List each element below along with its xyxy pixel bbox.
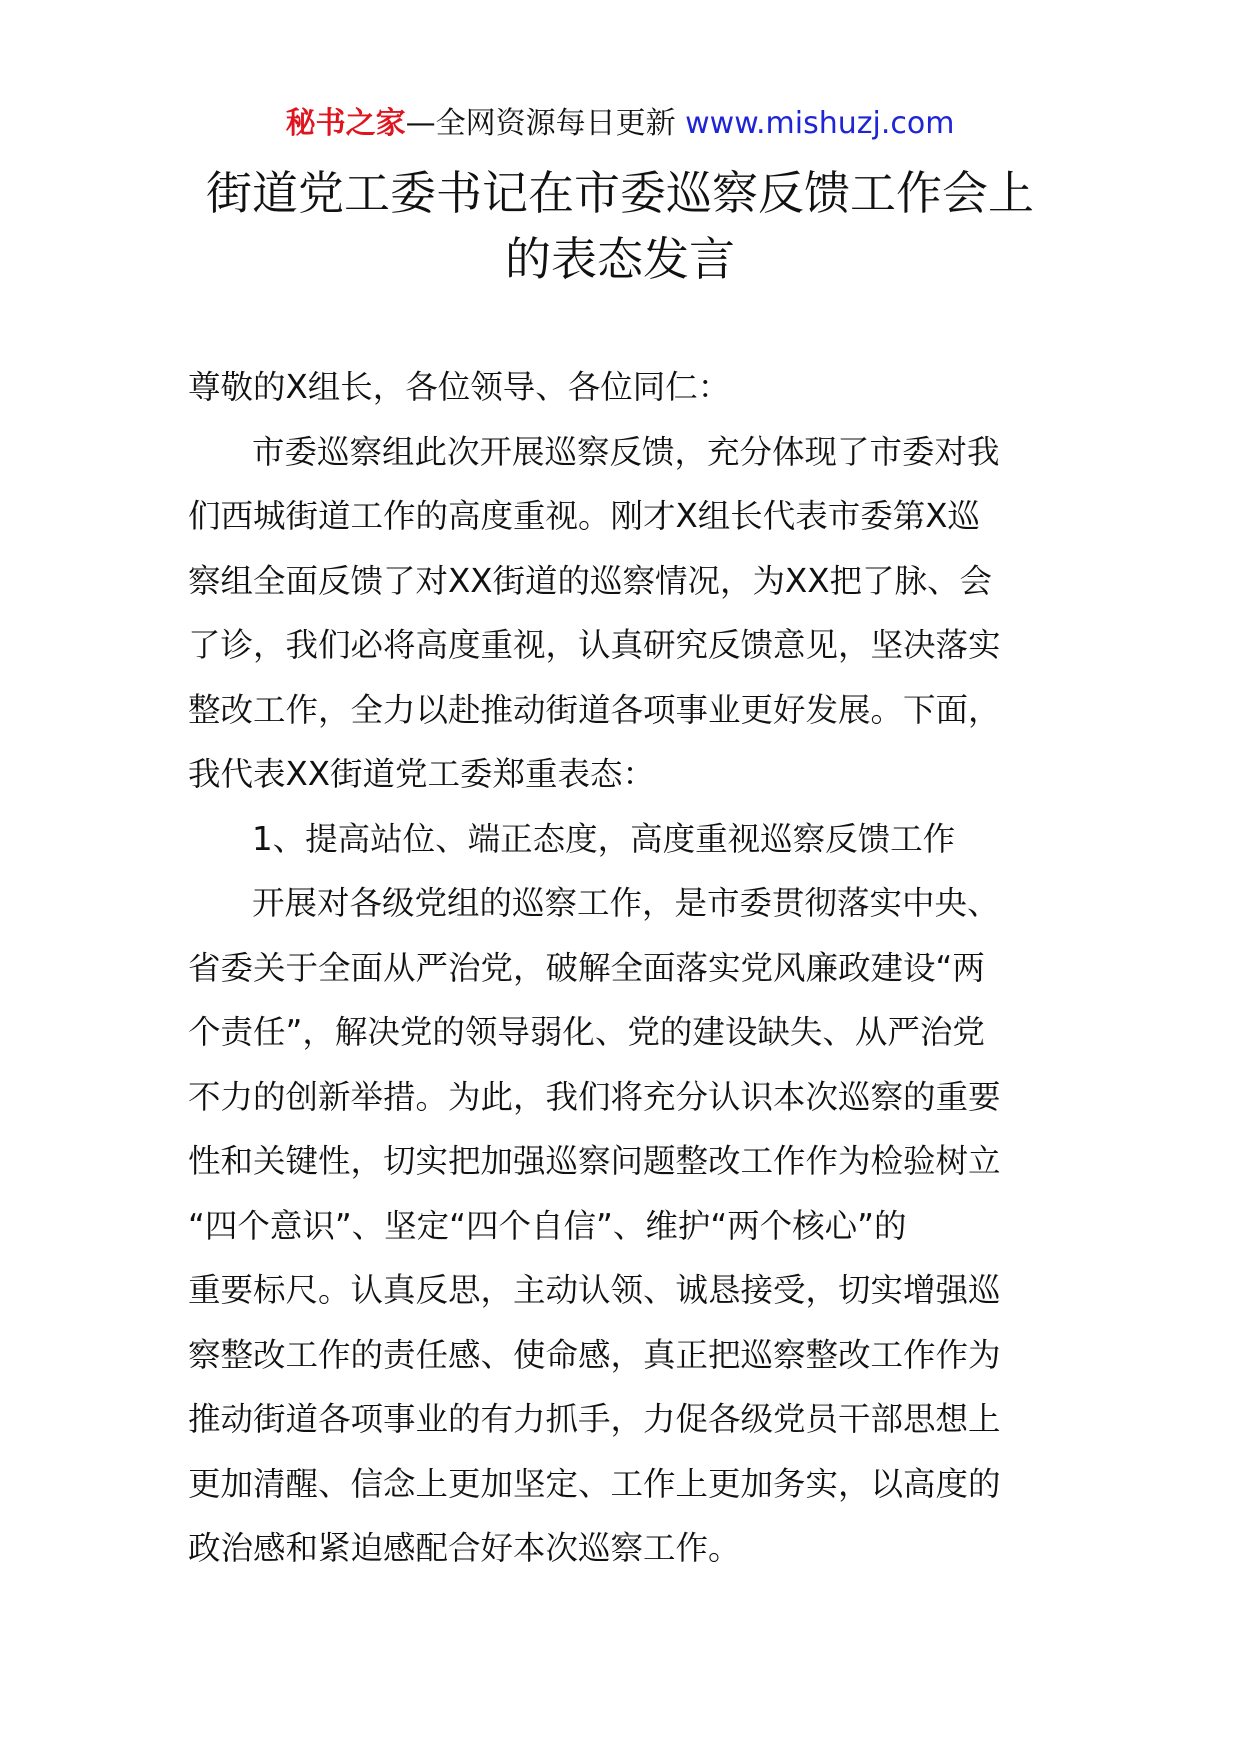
paragraph-line: 更加清醒、信念上更加坚定、工作上更加务实，以高度的 [188,1464,1001,1503]
paragraph-2 [188,871,1056,1581]
paragraph-line: 推动街道各项事业的有力抓手，力促各级党员干部思想上 [188,1400,1001,1438]
paragraph-line: 们西城街道工作的高度重视。刚才X组长代表市委第X巡 [188,497,981,535]
section-heading-1 [188,807,1056,872]
section-heading: 1、提高站位、端正态度，高度重视巡察反馈工作 [252,819,956,858]
site-url-link[interactable]: www.mishuzj.com [685,106,955,141]
title-line-1: 街道党工委书记在市委巡察反馈工作会上 [206,166,1034,220]
salutation: 尊敬的X组长，各位领导、各位同仁： [188,368,731,406]
paragraph-line: “四个意识”、坚定“四个自信”、维护“两个核心”的 [188,1206,907,1245]
title-line-2: 的表态发言 [505,232,735,286]
document-title [190,160,1050,292]
paragraph-line: 性和关键性，切实把加强巡察问题整改工作作为检验树立 [188,1142,1001,1180]
paragraph-line: 政治感和紧迫感配合好本次巡察工作。 [188,1529,741,1567]
site-header [0,102,1240,146]
paragraph-line: 整改工作，全力以赴推动街道各项事业更好发展。下面， [188,690,1001,729]
paragraph-line: 重要标尺。认真反思，主动认领、诚恳接受，切实增强巡 [188,1271,1001,1309]
paragraph-line: 省委关于全面从严治党，破解全面落实党风廉政建设“两 [188,948,985,987]
paragraph-line: 察组全面反馈了对XX街道的巡察情况，为XX把了脉、会 [188,561,993,600]
paragraph-line: 市委巡察组此次开展巡察反馈，充分体现了市委对我 [252,432,1000,471]
paragraph-line: 察整改工作的责任感、使命感，真正把巡察整改工作作为 [188,1335,1001,1374]
paragraph-line: 开展对各级党组的巡察工作，是市委贯彻落实中央、 [252,884,1000,922]
document-body [188,355,1056,1581]
paragraph-line: 个责任”，解决党的领导弱化、党的建设缺失、从严治党 [188,1013,985,1051]
header-slogan: —全网资源每日更新 [405,106,676,141]
paragraph-line: 不力的创新举措。为此，我们将充分认识本次巡察的重要 [188,1077,1001,1116]
brand-name: 秘书之家 [285,106,406,141]
paragraph-line: 了诊，我们必将高度重视，认真研究反馈意见，坚决落实 [188,626,1001,664]
salutation-paragraph [188,355,1056,420]
paragraph-line: 我代表XX街道党工委郑重表态： [188,755,656,793]
paragraph-1 [188,420,1056,807]
